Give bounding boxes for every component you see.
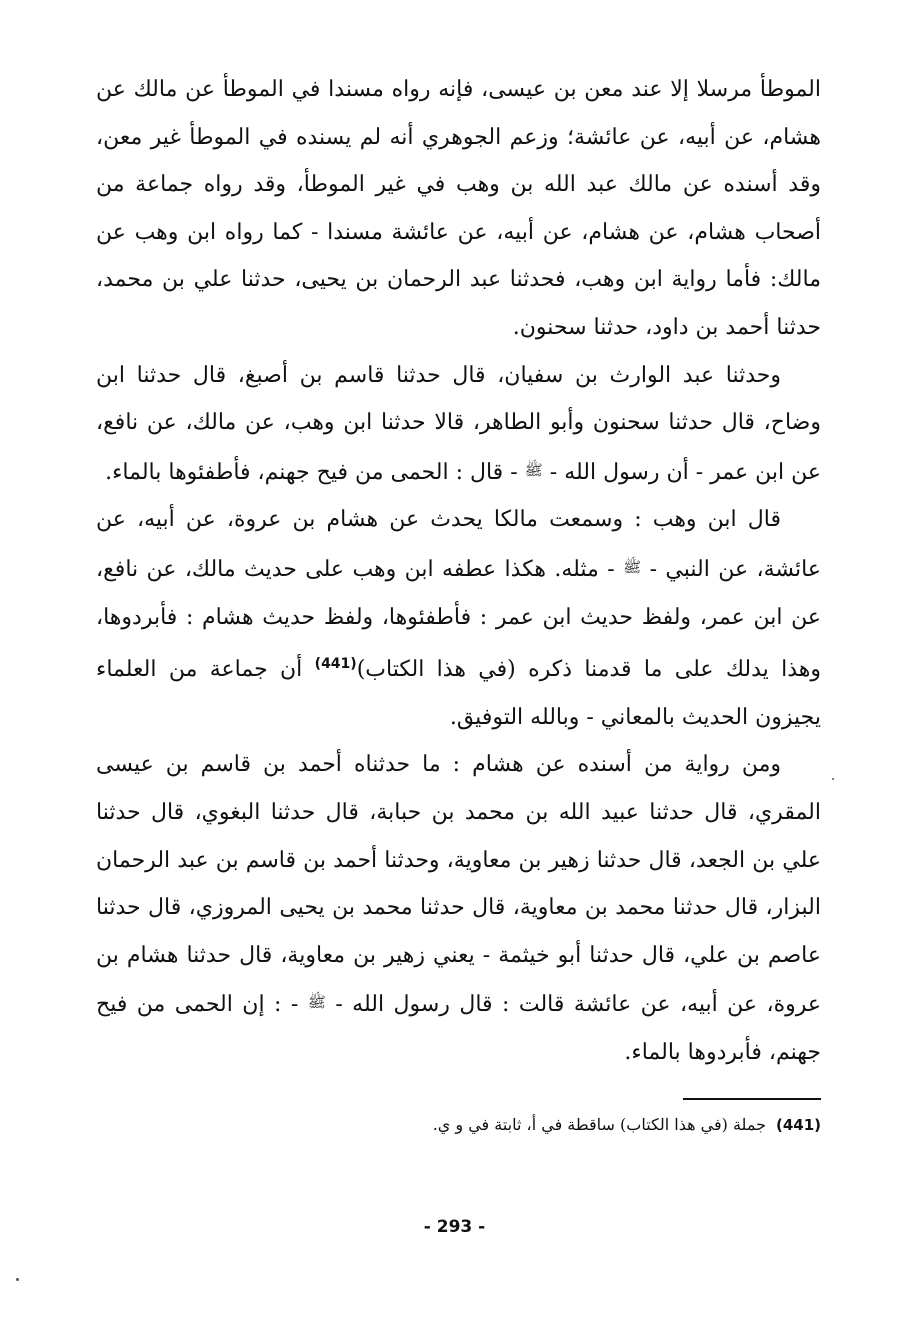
page-number: - 293 - [423, 1217, 486, 1237]
paragraph-3-text: قال ابن وهب : وسمعت مالكا يحدث عن هشام بن عروة، عن أبيه، عن عائشة، عن النبي - [96, 507, 822, 582]
footnote-reference[interactable]: (441) [314, 656, 357, 673]
main-text-block [96, 66, 821, 1076]
paragraph-3-text-middle: - مثله. هكذا عطفه ابن وهب على حديث مالك، عن نافع، عن ابن عمر، ولفظ حديث ابن عمر : فأطفئوها، ولفظ حديث هشام : فأبردوها، وهذا يدلك على ما قدمنا ذكره (في هذا الكتاب) [96, 556, 822, 683]
paragraph-4-text-after: - : إن الحمى من فيح جهنم، فأبردوها بالماء. [96, 992, 821, 1065]
scan-speck [832, 778, 834, 780]
paragraph-2 [96, 352, 821, 497]
paragraph-4 [96, 741, 821, 1076]
paragraph-1-text: الموطأ مرسلا إلا عند معن بن عيسى، فإنه رواه مسندا في الموطأ عن مالك عن هشام، عن أبيه، عن عائشة؛ وزعم الجوهري أنه لم يسنده في الموطأ غير معن، وقد أسنده عن مالك عبد الله بن وهب في غير الموطأ، وقد رواه جماعة من أصحاب هشام، عن هشام، عن أبيه، عن عائشة مسندا - كما رواه ابن وهب عن مالك: فأما رواية ابن وهب، فحدثنا عبد الرحمان بن يحيى، حدثنا علي بن محمد، حدثنا أحمد بن داود، حدثنا سحنون. [96, 77, 821, 340]
salla-glyph: ﷺ [623, 557, 642, 576]
paragraph-2-text: وحدثنا عبد الوارث بن سفيان، قال حدثنا قاسم بن أصبغ، قال حدثنا ابن وضاح، قال حدثنا سحنون وأبو الطاهر، قالا حدثنا ابن وهب، عن مالك، عن نافع، عن ابن عمر - أن رسول الله - [96, 362, 821, 485]
paragraph-3-text-after: أن جماعة من العلماء يجيزون الحديث بالمعاني - وبالله التوفيق. [96, 657, 821, 730]
footnote-separator [683, 1098, 821, 1100]
footnote-text: جملة (في هذا الكتاب) ساقطة في أ، ثابتة في و ي. [432, 1115, 766, 1134]
salla-glyph: ﷺ [524, 460, 543, 479]
paragraph-3 [96, 496, 821, 741]
scan-speck [16, 1278, 19, 1281]
paragraph-4-text: ومن رواية من أسنده عن هشام : ما حدثناه أحمد بن قاسم بن عيسى المقري، قال حدثنا عبيد الله بن محمد بن حبابة، قال حدثنا البغوي، قال حدثنا علي بن الجعد، قال حدثنا زهير بن معاوية، وحدثنا أحمد بن قاسم بن عبد الرحمان البزار، قال حدثنا محمد بن معاوية، قال حدثنا محمد بن يحيى المروزي، قال حدثنا عاصم بن علي، قال حدثنا أبو خيثمة - يعني زهير بن معاوية، قال حدثنا هشام بن عروة، عن أبيه، عن عائشة قالت : قال رسول الله - [96, 752, 822, 1018]
salla-glyph: ﷺ [307, 993, 326, 1012]
paragraph-2-text-after: - قال : الحمى من فيح جهنم، فأطفئوها بالماء. [105, 459, 518, 485]
footnote-number: (441) [775, 1116, 821, 1134]
footnote [120, 1112, 821, 1138]
paragraph-1 [96, 66, 821, 352]
